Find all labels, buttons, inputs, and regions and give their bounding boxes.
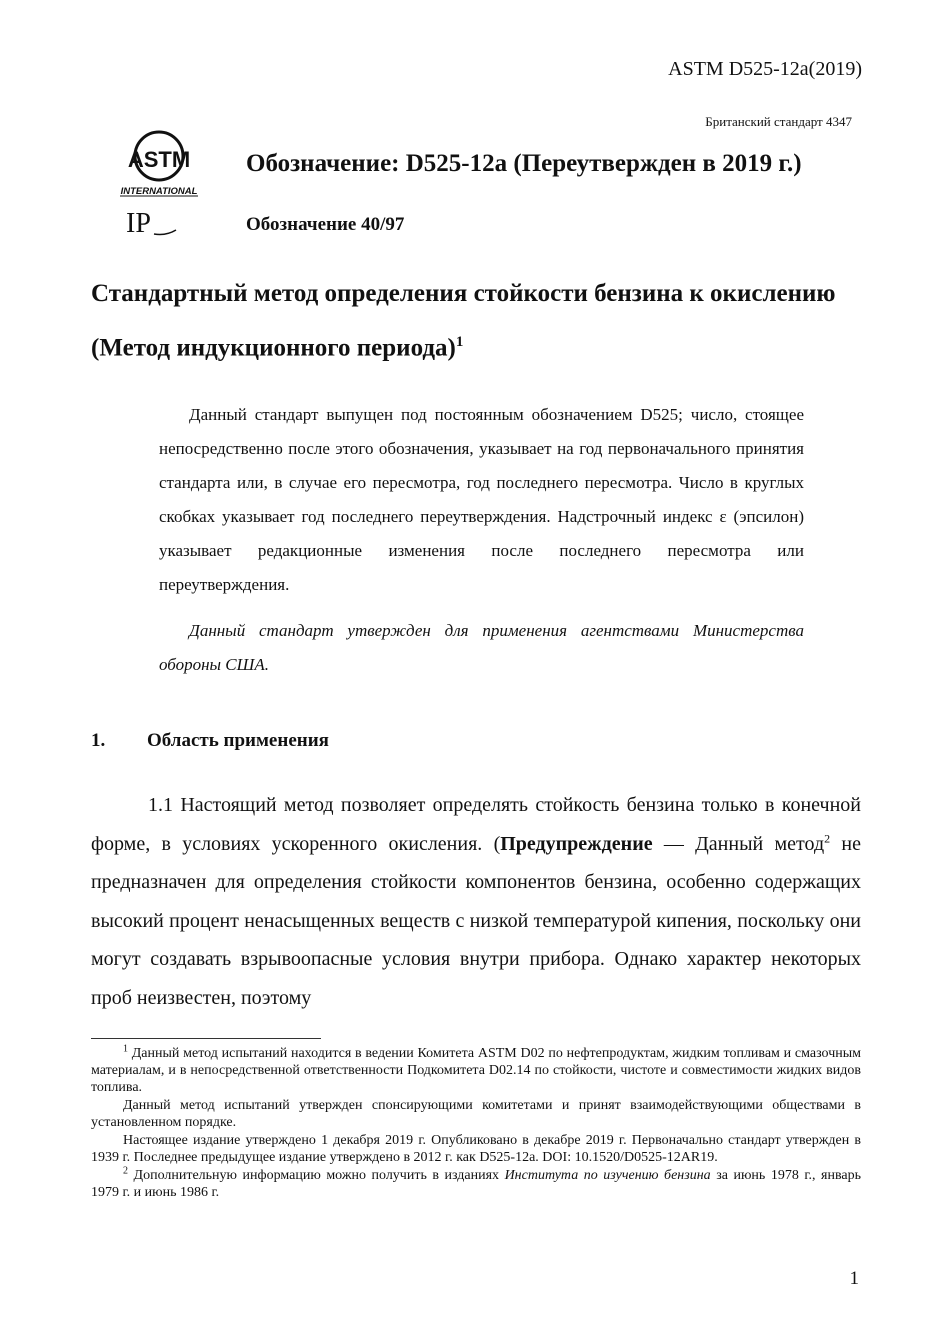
title-line-2-text: (Метод индукционного периода) bbox=[91, 334, 456, 362]
section-number: 1. bbox=[91, 730, 106, 751]
footnote-1-edition: Настоящее издание утверждено 1 декабря 2019 г. Опубликовано в декабре 2019 г. Первоначально стандарт утвержден в 1939 г. Последнее предыдущее издание утверждено в 2012 г. как D525-12a. DOI: 10.1520/D0525-12AR19. bbox=[91, 1133, 861, 1165]
intro-block bbox=[159, 398, 804, 682]
footnote-1 bbox=[91, 1045, 861, 1096]
warning-label: Предупреждение bbox=[500, 832, 653, 855]
title-footnote-mark: 1 bbox=[455, 334, 464, 350]
standard-code: ASTM D525-12a(2019) bbox=[668, 58, 862, 80]
designation-title: Обозначение: D525-12a (Переутвержден в 2019 г.) bbox=[246, 150, 802, 177]
paragraph-text: — Данный метод bbox=[652, 832, 825, 855]
document-title bbox=[91, 270, 871, 372]
paragraph-text: не предназначен для определения стойкости компонентов бензина, особенно содержащих высокий процент ненасыщенных веществ с низкой температурой кипения, поскольку они могут создавать взрывоопасные условия внутри прибора. Однако характер некоторых проб неизвестен, поэтому bbox=[91, 832, 861, 1009]
page-number: 1 bbox=[849, 1268, 859, 1289]
ip-logo-text: IP bbox=[126, 208, 151, 238]
title-line-1: Стандартный метод определения стойкости бензина к окислению bbox=[91, 280, 836, 307]
footnote-2 bbox=[91, 1167, 861, 1201]
footnote-text: Дополнительную информацию можно получить в изданиях bbox=[128, 1168, 505, 1183]
intro-approval-paragraph: Данный стандарт утвержден для применения агентствами Министерства обороны США. bbox=[159, 621, 804, 674]
footnotes bbox=[91, 1045, 861, 1202]
footnote-divider bbox=[91, 1038, 321, 1039]
section-body bbox=[91, 786, 861, 1017]
footnote-1-approval: Данный метод испытаний утвержден спонсирующими комитетами и принят взаимодействующими обществами в установленном порядке. bbox=[91, 1098, 861, 1130]
footnote-italic-text: Института по изучению бензина bbox=[504, 1168, 711, 1183]
footnote-text: за июнь 1978 г., январь 1979 г. и июнь 1986 г. bbox=[91, 1168, 861, 1200]
paragraph-1-1 bbox=[91, 786, 861, 1017]
footnote-ref-2: 2 bbox=[824, 830, 831, 845]
british-standard-label: Британский стандарт 4347 bbox=[705, 114, 852, 129]
section-title: Область применения bbox=[147, 730, 329, 751]
footnote-mark: 2 bbox=[123, 1165, 128, 1177]
ip-logo bbox=[124, 206, 180, 238]
footnote-text: Данный метод испытаний находится в ведении Комитета ASTM D02 по нефтепродуктам, жидким топливам и смазочным материалам, и в непосредственной ответственности Подкомитета D02.14 по стойкости, чистоте и совместимости жидких видов топлива. bbox=[91, 1046, 861, 1095]
designation-secondary: Обозначение 40/97 bbox=[246, 214, 405, 235]
paragraph-text: 1.1 Настоящий метод позволяет определять стойкость бензина только в конечной форме, в условиях ускоренного окисления. ( bbox=[91, 794, 861, 855]
astm-logo-subtext: INTERNATIONAL bbox=[120, 186, 198, 197]
title-line-2 bbox=[91, 318, 871, 372]
intro-paragraph: Данный стандарт выпущен под постоянным обозначением D525; число, стоящее непосредственно после этого обозначения, указывает на год первоначального принятия стандарта или, в случае его пересмотра, год последнего пересмотра. Число в круглых скобках указывает год последнего переутверждения. Надстрочный индекс ε (эпсилон) указывает редакционные изменения после последнего пересмотра или переутверждения. bbox=[159, 405, 804, 594]
astm-logo bbox=[116, 130, 202, 200]
footnote-mark: 1 bbox=[123, 1043, 128, 1055]
astm-logo-text: ASTM bbox=[127, 147, 191, 172]
